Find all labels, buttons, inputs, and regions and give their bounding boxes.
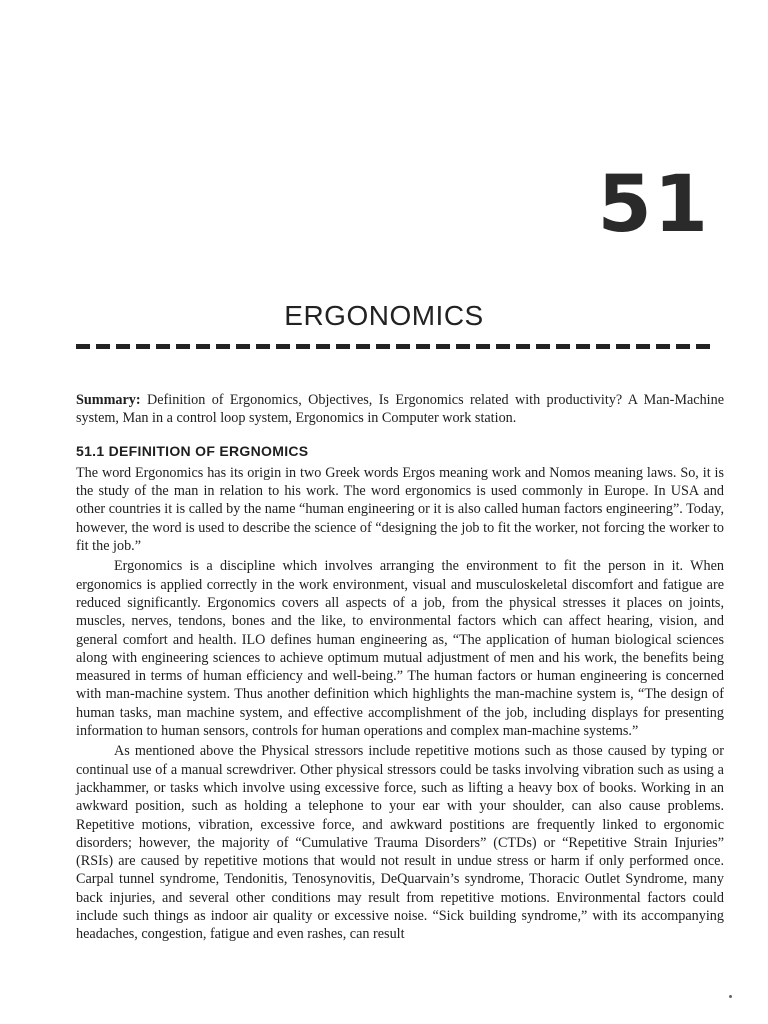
paragraph-1: The word Ergonomics has its origin in two Greek words Ergos meaning work and Nomos meaning laws. So, it is the study of the man in relation to his work. The word ergonomics is used commonly in Europe. In USA and other countries it is called by the name “human engineering or it is also called human factors engineering”. Today, however, the word is used to describe the science of “designing the job to fit the worker, not forcing the worker to fit the job.” [76,464,724,555]
summary [76,391,724,428]
paragraph-3: As mentioned above the Physical stressors include repetitive motions such as those caused by typing or continual use of a manual screwdriver. Other physical stressors could be tasks involving vibration such as using a jackhammer, or tasks which involve using excessive force, such as lifting a heavy box of books. Working in an awkward position, such as holding a telephone to your ear with your shoulder, can also cause problems. Repetitive motions, vibration, excessive force, and awkward postitions are frequently linked to ergonomic disorders; however, the majority of “Cumulative Trauma Disorders” (CTDs) or “Repetitive Strain Injuries” (RSIs) are caused by repetitive motions that would not result in undue stress or harm if only performed once. Carpal tunnel syndrome, Tendonitis, Tenosynovitis, DeQuarvain’s syndrome, Thoracic Outlet Syndrome, many back injuries, and several other conditions may result from repetitive motions. Environmental factors could include such things as indoor air quality or excessive noise. “Sick building syndrome,” with its accompanying headaches, congestion, fatigue and even rashes, can result [76,743,724,943]
summary-text: Definition of Ergonomics, Objectives, Is Ergonomics related with productivity? A Man-Machine system, Man in a control loop system, Ergonomics in Computer work station. [76,392,724,427]
paragraph-2: Ergonomics is a discipline which involves arranging the environment to fit the person in it. When ergonomics is applied correctly in the work environment, visual and musculoskeletal discomfort and fatigue are reduced significantly. Ergonomics covers all aspects of a job, from the physical stresses it places on joints, muscles, nerves, tendons, bones and the like, to environmental factors which can affect hearing, vision, and general comfort and health. ILO defines human engineering as, “The application of human biological sciences along with engineering sciences to achieve optimum mutual adjustment of men and his work, the benefits being measured in terms of human efficiency and well-being.” The human factors or human engineering is concerned with man-machine system. Thus another definition which highlights the man-machine system is, “The design of human tasks, man machine system, and effective accomplishment of the job, including displays for presenting information to human sensors, controls for human operations and complex man-machine systems.” [76,558,724,740]
chapter-number: 51 [597,160,710,250]
chapter-body [76,391,724,944]
chapter-title: ERGONOMICS [284,300,484,331]
page-mark [729,995,732,998]
section-heading: 51.1 DEFINITION OF ERGNOMICS [76,442,309,459]
dashed-rule [76,344,712,349]
summary-label: Summary: [76,392,141,408]
